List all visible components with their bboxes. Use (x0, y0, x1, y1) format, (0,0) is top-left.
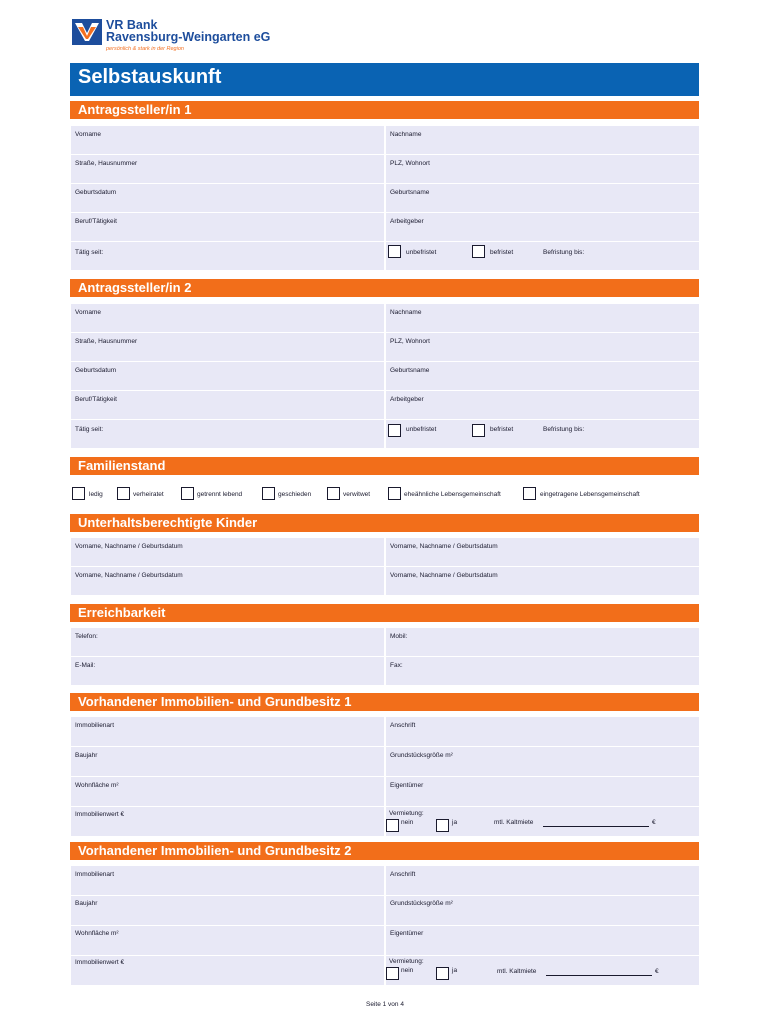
property2-type-field[interactable]: Immobilienart (75, 871, 115, 878)
applicant1-employed-since-field[interactable]: Tätig seit: (75, 249, 104, 256)
fax-field[interactable]: Fax: (390, 662, 403, 669)
applicant2-limited-label: befristet (490, 426, 514, 433)
property1-row-year (71, 747, 699, 776)
applicant2-job-field[interactable]: Beruf/Tätigkeit (75, 396, 117, 403)
applicant2-last-name-field[interactable]: Nachname (390, 309, 422, 316)
applicant1-row-employment (71, 242, 699, 270)
child-1-field[interactable]: Vorname, Nachname / Geburtsdatum (75, 543, 183, 550)
property2-address-field[interactable]: Anschrift (390, 871, 416, 878)
bank-slogan: persönlich & stark in der Region (106, 46, 184, 52)
applicant2-limited-until-field[interactable]: Befristung bis: (543, 426, 585, 433)
marital-partnership-label: eheähnliche Lebensgemeinschaft (404, 491, 501, 498)
child-2-field[interactable]: Vorname, Nachname / Geburtsdatum (390, 543, 498, 550)
contact-row-2 (71, 657, 699, 685)
applicant1-street-field[interactable]: Straße, Hausnummer (75, 160, 138, 167)
property2-rent-label: mtl. Kaltmiete (497, 968, 537, 975)
property2-rental-yes-checkbox[interactable] (436, 967, 449, 980)
applicant1-birth-name-field[interactable]: Geburtsname (390, 189, 430, 196)
property2-plot-field[interactable]: Grundstücksgröße m² (390, 900, 453, 907)
applicant1-first-name-field[interactable]: Vorname (75, 131, 102, 138)
section-title-applicant1: Antragssteller/in 1 (78, 102, 192, 117)
applicant2-unlimited-label: unbefristet (406, 426, 437, 433)
applicant1-unlimited-checkbox[interactable] (388, 245, 401, 258)
property1-row-area (71, 777, 699, 806)
property1-year-field[interactable]: Baujahr (75, 752, 98, 759)
property2-rent-input[interactable] (546, 975, 652, 976)
property1-rent-currency: € (652, 819, 656, 826)
applicant2-birth-name-field[interactable]: Geburtsname (390, 367, 430, 374)
applicant1-employer-field[interactable]: Arbeitgeber (390, 218, 424, 225)
property1-rental-yes-checkbox[interactable] (436, 819, 449, 832)
email-field[interactable]: E-Mail: (75, 662, 96, 669)
property1-rent-input[interactable] (543, 826, 649, 827)
applicant1-limited-until-field[interactable]: Befristung bis: (543, 249, 585, 256)
applicant1-limited-checkbox[interactable] (472, 245, 485, 258)
bank-name-line2: Ravensburg-Weingarten eG (106, 30, 271, 44)
page-title: Selbstauskunft (78, 66, 222, 88)
section-title-children: Unterhaltsberechtigte Kinder (78, 515, 258, 530)
property2-year-field[interactable]: Baujahr (75, 900, 98, 907)
marital-married-checkbox[interactable] (117, 487, 130, 500)
applicant1-unlimited-label: unbefristet (406, 249, 437, 256)
applicant2-zip-city-field[interactable]: PLZ, Wohnort (390, 338, 430, 345)
property1-rental-no-checkbox[interactable] (386, 819, 399, 832)
property1-rent-label: mtl. Kaltmiete (494, 819, 534, 826)
property1-owner-field[interactable]: Eigentümer (390, 782, 424, 789)
property2-row-type (71, 866, 699, 895)
bank-name (106, 19, 270, 43)
applicant2-row-employment (71, 420, 699, 448)
applicant1-birth-date-field[interactable]: Geburtsdatum (75, 189, 117, 196)
bank-name-line1: VR Bank (106, 18, 158, 32)
property2-row-year (71, 896, 699, 925)
marital-single-checkbox[interactable] (72, 487, 85, 500)
property2-value-field[interactable]: Immobilienwert € (75, 959, 125, 966)
applicant2-row-name (71, 304, 699, 332)
property2-row-area (71, 926, 699, 955)
contact-row-1 (71, 628, 699, 656)
applicant1-row-name (71, 126, 699, 154)
property1-living-area-field[interactable]: Wohnfläche m² (75, 782, 119, 789)
property1-row-type (71, 717, 699, 746)
property1-address-field[interactable]: Anschrift (390, 722, 416, 729)
child-4-field[interactable]: Vorname, Nachname / Geburtsdatum (390, 572, 498, 579)
property2-rental-label: Vermietung: (389, 958, 424, 965)
property2-living-area-field[interactable]: Wohnfläche m² (75, 930, 119, 937)
marital-separated-label: getrennt lebend (197, 491, 243, 498)
applicant1-last-name-field[interactable]: Nachname (390, 131, 422, 138)
section-title-marital: Familienstand (78, 458, 166, 473)
section-title-property2: Vorhandener Immobilien- und Grundbesitz 2 (78, 843, 352, 858)
bank-logo-icon (72, 19, 102, 45)
applicant2-employed-since-field[interactable]: Tätig seit: (75, 426, 104, 433)
property1-type-field[interactable]: Immobilienart (75, 722, 115, 729)
property1-rental-label: Vermietung: (389, 810, 424, 817)
applicant1-job-field[interactable]: Beruf/Tätigkeit (75, 218, 117, 225)
applicant1-row-job (71, 213, 699, 241)
marital-registered-label: eingetragene Lebensgemeinschaft (540, 491, 640, 498)
section-title-property1: Vorhandener Immobilien- und Grundbesitz 1 (78, 694, 352, 709)
marital-divorced-checkbox[interactable] (262, 487, 275, 500)
applicant2-row-job (71, 391, 699, 419)
phone-field[interactable]: Telefon: (75, 633, 98, 640)
marital-divorced-label: geschieden (278, 491, 312, 498)
applicant1-zip-city-field[interactable]: PLZ, Wohnort (390, 160, 430, 167)
property2-rental-yes-label: ja (452, 967, 458, 974)
property2-rental-no-label: nein (401, 967, 414, 974)
marital-separated-checkbox[interactable] (181, 487, 194, 500)
marital-widowed-label: verwitwet (343, 491, 371, 498)
marital-widowed-checkbox[interactable] (327, 487, 340, 500)
applicant2-street-field[interactable]: Straße, Hausnummer (75, 338, 138, 345)
applicant1-limited-label: befristet (490, 249, 514, 256)
applicant2-employer-field[interactable]: Arbeitgeber (390, 396, 424, 403)
property2-rent-currency: € (655, 968, 659, 975)
mobile-field[interactable]: Mobil: (390, 633, 408, 640)
property2-rental-no-checkbox[interactable] (386, 967, 399, 980)
applicant1-row-birth (71, 184, 699, 212)
applicant2-limited-checkbox[interactable] (472, 424, 485, 437)
applicant2-row-birth (71, 362, 699, 390)
property1-rental-yes-label: ja (452, 819, 458, 826)
property1-plot-field[interactable]: Grundstücksgröße m² (390, 752, 453, 759)
marital-married-label: verheiratet (133, 491, 164, 498)
page-number: Seite 1 von 4 (366, 1001, 404, 1008)
property1-rental-no-label: nein (401, 819, 414, 826)
applicant1-row-address (71, 155, 699, 183)
applicant2-first-name-field[interactable]: Vorname (75, 309, 102, 316)
property2-owner-field[interactable]: Eigentümer (390, 930, 424, 937)
property2-row-value (71, 956, 699, 985)
property1-row-value (71, 807, 699, 836)
section-title-contact: Erreichbarkeit (78, 605, 166, 620)
child-3-field[interactable]: Vorname, Nachname / Geburtsdatum (75, 572, 183, 579)
applicant2-birth-date-field[interactable]: Geburtsdatum (75, 367, 117, 374)
marital-registered-checkbox[interactable] (523, 487, 536, 500)
applicant2-unlimited-checkbox[interactable] (388, 424, 401, 437)
marital-single-label: ledig (89, 491, 103, 498)
property1-value-field[interactable]: Immobilienwert € (75, 811, 125, 818)
section-title-applicant2: Antragssteller/in 2 (78, 280, 192, 295)
marital-partnership-checkbox[interactable] (388, 487, 401, 500)
applicant2-row-address (71, 333, 699, 361)
